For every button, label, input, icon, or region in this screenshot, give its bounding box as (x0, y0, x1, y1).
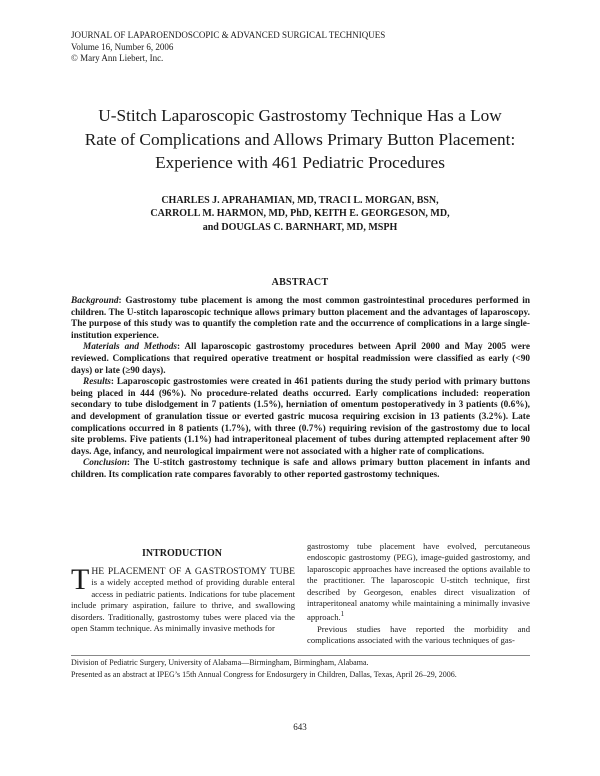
journal-name: JOURNAL OF LAPAROENDOSCOPIC & ADVANCED SURGICAL TECHNIQUES (71, 30, 386, 40)
drop-cap: T (71, 563, 90, 596)
conclusion-label: Conclusion (83, 458, 127, 469)
footnote-affiliation: Division of Pediatric Surgery, University of Alabama—Birmingham, Birmingham, Alabama. (71, 658, 369, 667)
title-line-3: Experience with 461 Pediatric Procedures (155, 153, 445, 172)
conclusion-text: : The U-stitch gastrostomy technique is safe and allows primary button placement in infants and children. Its complication rate compares favorably to other reported gastrostomy techniques. (71, 458, 530, 480)
background-text: : Gastrostomy tube placement is among the most common gastrointestinal procedures performed in children. The U-stitch laparoscopic technique allows primary button placement and the advantages of laparoscopy. The purpose of this study was to quantify the completion rate and the occurrence of complications in a large single-institution experience. (71, 296, 530, 341)
intro-p1-text-continued: gastrostomy tube placement have evolved, percutaneous endoscopic gastrostomy (PEG), image-guided gastrostomy, and laparoscopic approaches have increased the options available to the practitioner. The laparoscopic U-stitch technique, first described by Georgeson, enables direct visualization of intraperitoneal anatomy while maintaining a minimally invasive approach. (307, 541, 530, 623)
abstract-conclusion (71, 458, 530, 481)
page-number: 643 (293, 722, 307, 732)
intro-paragraph-1 (71, 563, 295, 634)
abstract-background (71, 296, 530, 342)
journal-volume: Volume 16, Number 6, 2006 (71, 41, 174, 52)
results-label: Results (83, 377, 111, 388)
title-line-2: Rate of Complications and Allows Primary Button Placement: (84, 129, 516, 149)
abstract-results (71, 377, 530, 458)
title-line-1: U-Stitch Laparoscopic Gastrostomy Technique Has a Low (98, 106, 502, 125)
footnote-rule (71, 655, 530, 656)
introduction-heading: INTRODUCTION (141, 548, 222, 559)
intro-p1-continued (307, 541, 530, 624)
results-text: : Laparoscopic gastrostomies were created in 461 patients during the study period with primary buttons being placed in 444 (96%). No procedure-related deaths occurred. Early complications included: reoperation secondary to tube dislodgement in 7 patients (1.5%), herniation of omentum postoperativedy in 3 patients (0.6%), and development of granulation tissue or everted gastric mucosa requiring excision in 13 patients (3.2%). Late complications occurred in 8 patients (1.7%), with three (0.7%) requiring revision of the gastrostomy due to local site problems. Five patients (1.1%) had intraperitoneal placement of tubes during attempted replacement after 90 days. Age, infancy, and neurological impairment were not associated with a higher rate of complications. (71, 377, 530, 457)
abstract-heading: ABSTRACT (271, 277, 329, 288)
journal-header (71, 30, 385, 65)
introduction-column-1 (71, 563, 295, 634)
background-label: Background (71, 296, 119, 306)
intro-paragraph-2: Previous studies have reported the morbidity and complications associated with the various techniques of gas- (307, 623, 530, 646)
reference-1: 1 (340, 610, 345, 619)
methods-text: : All laparoscopic gastrostomy procedures between April 2000 and May 2005 were reviewed. Complications that required operative treatment or hospital readmission were classified as early (<90 days) or late (≥90 days). (71, 342, 530, 376)
journal-copyright: © Mary Ann Liebert, Inc. (71, 53, 164, 63)
footnote-presented: Presented as an abstract at IPEG’s 15th Annual Congress for Endosurgery in Children, Dallas, Texas, April 26–29, 2006. (71, 670, 457, 679)
article-title (40, 104, 560, 175)
abstract-body (71, 296, 530, 482)
intro-p1-text: is a widely accepted method of providing durable enteral access in pediatric patients. Indications for tube placement include primary aspiration, failure to thrive, and swallowing disorders. Traditionally, gastrostomy tubes were placed via the open Stamm technique. As minimally invasive methods for (71, 577, 295, 634)
footnotes (71, 657, 541, 681)
abstract-methods (71, 342, 530, 377)
methods-label: Materials and Methods (83, 342, 177, 353)
intro-smallcaps: HE PLACEMENT OF A GASTROSTOMY TUBE (91, 566, 295, 577)
authors-line-2: CARROLL M. HARMON, MD, PhD, KEITH E. GEORGESON, MD, (150, 208, 450, 220)
authors-line-3: and DOUGLAS C. BARNHART, MD, MSPH (202, 221, 398, 233)
introduction-column-2 (307, 541, 530, 647)
author-list (60, 194, 540, 234)
authors-line-1: CHARLES J. APRAHAMIAN, MD, TRACI L. MORGAN, BSN, (161, 195, 439, 206)
